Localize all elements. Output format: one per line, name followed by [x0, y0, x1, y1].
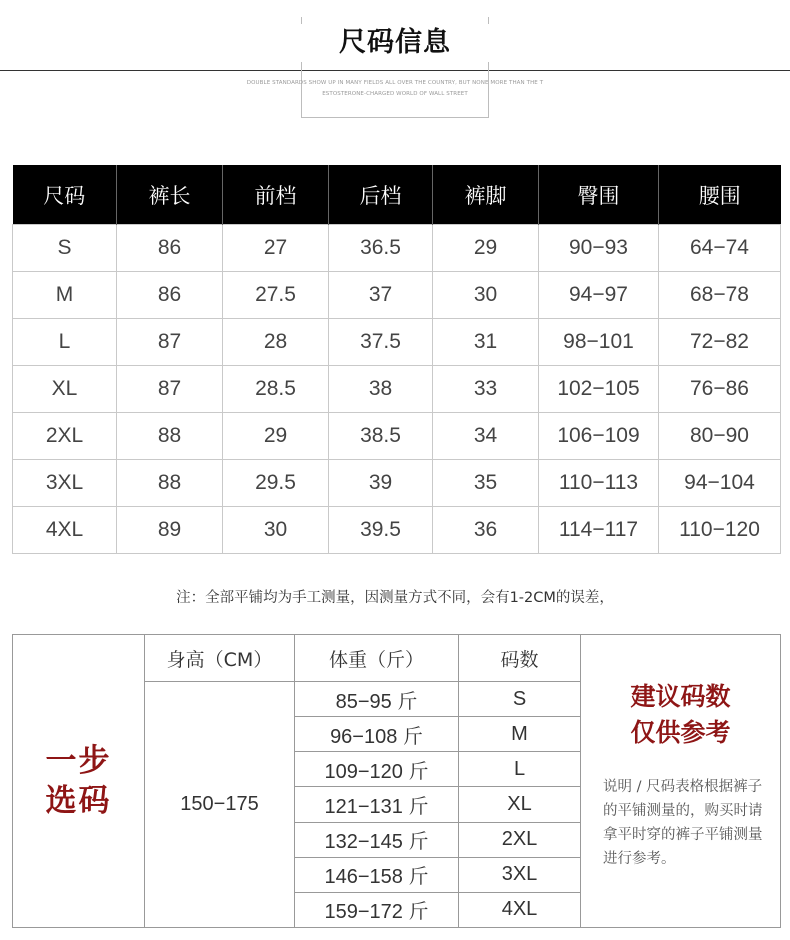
table-row	[13, 272, 781, 319]
advice-panel	[581, 635, 781, 928]
table-cell: 86	[117, 225, 223, 272]
table-cell: M	[13, 272, 117, 319]
table-cell: 27	[223, 225, 329, 272]
weight-column-header: 体重（斤）	[295, 635, 459, 682]
size-cell: S	[459, 682, 581, 717]
table-cell: 76−86	[659, 366, 781, 413]
table-cell: 88	[117, 413, 223, 460]
table-cell: 3XL	[13, 460, 117, 507]
height-column-header: 身高（CM）	[145, 635, 295, 682]
table-cell: 114−117	[539, 507, 659, 554]
table-cell: 30	[223, 507, 329, 554]
size-column-header: 码数	[459, 635, 581, 682]
advice-title-line2: 仅供参考	[630, 718, 731, 747]
table-cell: 72−82	[659, 319, 781, 366]
table-cell: S	[13, 225, 117, 272]
table-cell: 34	[433, 413, 539, 460]
table-cell: 29.5	[223, 460, 329, 507]
weight-cell: 96−108 斤	[295, 717, 459, 752]
advice-description: 说明 / 尺码表格根据裤子的平铺测量的，购买时请拿平时穿的裤子平铺测量进行参考。	[603, 779, 763, 867]
column-header: 裤脚	[433, 165, 539, 225]
table-cell: 28	[223, 319, 329, 366]
table-cell: 37.5	[329, 319, 433, 366]
table-cell: 89	[117, 507, 223, 554]
table-cell: 94−97	[539, 272, 659, 319]
size-cell: 4XL	[459, 892, 581, 927]
table-cell: 87	[117, 366, 223, 413]
weight-cell: 109−120 斤	[295, 752, 459, 787]
table-cell: 33	[433, 366, 539, 413]
column-header: 臀围	[539, 165, 659, 225]
table-cell: 2XL	[13, 413, 117, 460]
column-header: 后档	[329, 165, 433, 225]
table-cell: 94−104	[659, 460, 781, 507]
table-cell: 36	[433, 507, 539, 554]
size-cell: M	[459, 717, 581, 752]
weight-cell: 146−158 斤	[295, 857, 459, 892]
advice-title	[581, 679, 780, 751]
table-cell: 88	[117, 460, 223, 507]
table-cell: 36.5	[329, 225, 433, 272]
table-cell: 39	[329, 460, 433, 507]
table-cell: 4XL	[13, 507, 117, 554]
one-step-size-label	[13, 635, 145, 928]
table-cell: 80−90	[659, 413, 781, 460]
weight-cell: 159−172 斤	[295, 892, 459, 927]
table-row	[13, 413, 781, 460]
table-cell: 27.5	[223, 272, 329, 319]
table-cell: 28.5	[223, 366, 329, 413]
weight-cell: 121−131 斤	[295, 787, 459, 822]
table-cell: 102−105	[539, 366, 659, 413]
size-cell: XL	[459, 787, 581, 822]
table-cell: XL	[13, 366, 117, 413]
measurement-note: 注：全部平铺均为手工测量，因测量方式不同，会有1-2CM的误差，	[176, 590, 614, 606]
table-row	[13, 460, 781, 507]
table-cell: 38.5	[329, 413, 433, 460]
size-table-header-row	[13, 165, 781, 225]
table-cell: 106−109	[539, 413, 659, 460]
size-cell: 2XL	[459, 822, 581, 857]
step-line2: 选码	[45, 783, 112, 819]
header-subtitle-line1: DOUBLE STANDARDS SHOW UP IN MANY FIELDS ALL OVER THE COUNTRY, BUT NONE MORE THAN THE T	[246, 80, 544, 86]
weight-cell: 85−95 斤	[295, 682, 459, 717]
table-cell: 64−74	[659, 225, 781, 272]
table-cell: 98−101	[539, 319, 659, 366]
table-cell: 39.5	[329, 507, 433, 554]
size-recommendation-table	[12, 634, 781, 928]
step-line1: 一步	[45, 743, 112, 779]
size-chart-table	[12, 165, 781, 554]
table-cell: 68−78	[659, 272, 781, 319]
table-cell: 87	[117, 319, 223, 366]
table-row	[13, 507, 781, 554]
table-cell: 86	[117, 272, 223, 319]
table-cell: L	[13, 319, 117, 366]
height-range-value: 150−175	[145, 682, 295, 928]
table-cell: 31	[433, 319, 539, 366]
column-header: 前档	[223, 165, 329, 225]
size-cell: L	[459, 752, 581, 787]
table-row	[13, 319, 781, 366]
table-cell: 29	[223, 413, 329, 460]
table-cell: 90−93	[539, 225, 659, 272]
page-title: 尺码信息	[301, 24, 489, 62]
table-cell: 110−120	[659, 507, 781, 554]
table-cell: 30	[433, 272, 539, 319]
header-subtitle-line2: ESTOSTERONE-CHARGED WORLD OF WALL STREET	[322, 91, 468, 97]
column-header: 尺码	[13, 165, 117, 225]
size-cell: 3XL	[459, 857, 581, 892]
header-subtitle	[230, 78, 560, 100]
column-header: 腰围	[659, 165, 781, 225]
table-cell: 35	[433, 460, 539, 507]
table-cell: 29	[433, 225, 539, 272]
table-row	[13, 366, 781, 413]
table-cell: 37	[329, 272, 433, 319]
weight-cell: 132−145 斤	[295, 822, 459, 857]
column-header: 裤长	[117, 165, 223, 225]
table-cell: 110−113	[539, 460, 659, 507]
table-row	[13, 225, 781, 272]
advice-title-line1: 建议码数	[630, 682, 731, 711]
table-cell: 38	[329, 366, 433, 413]
